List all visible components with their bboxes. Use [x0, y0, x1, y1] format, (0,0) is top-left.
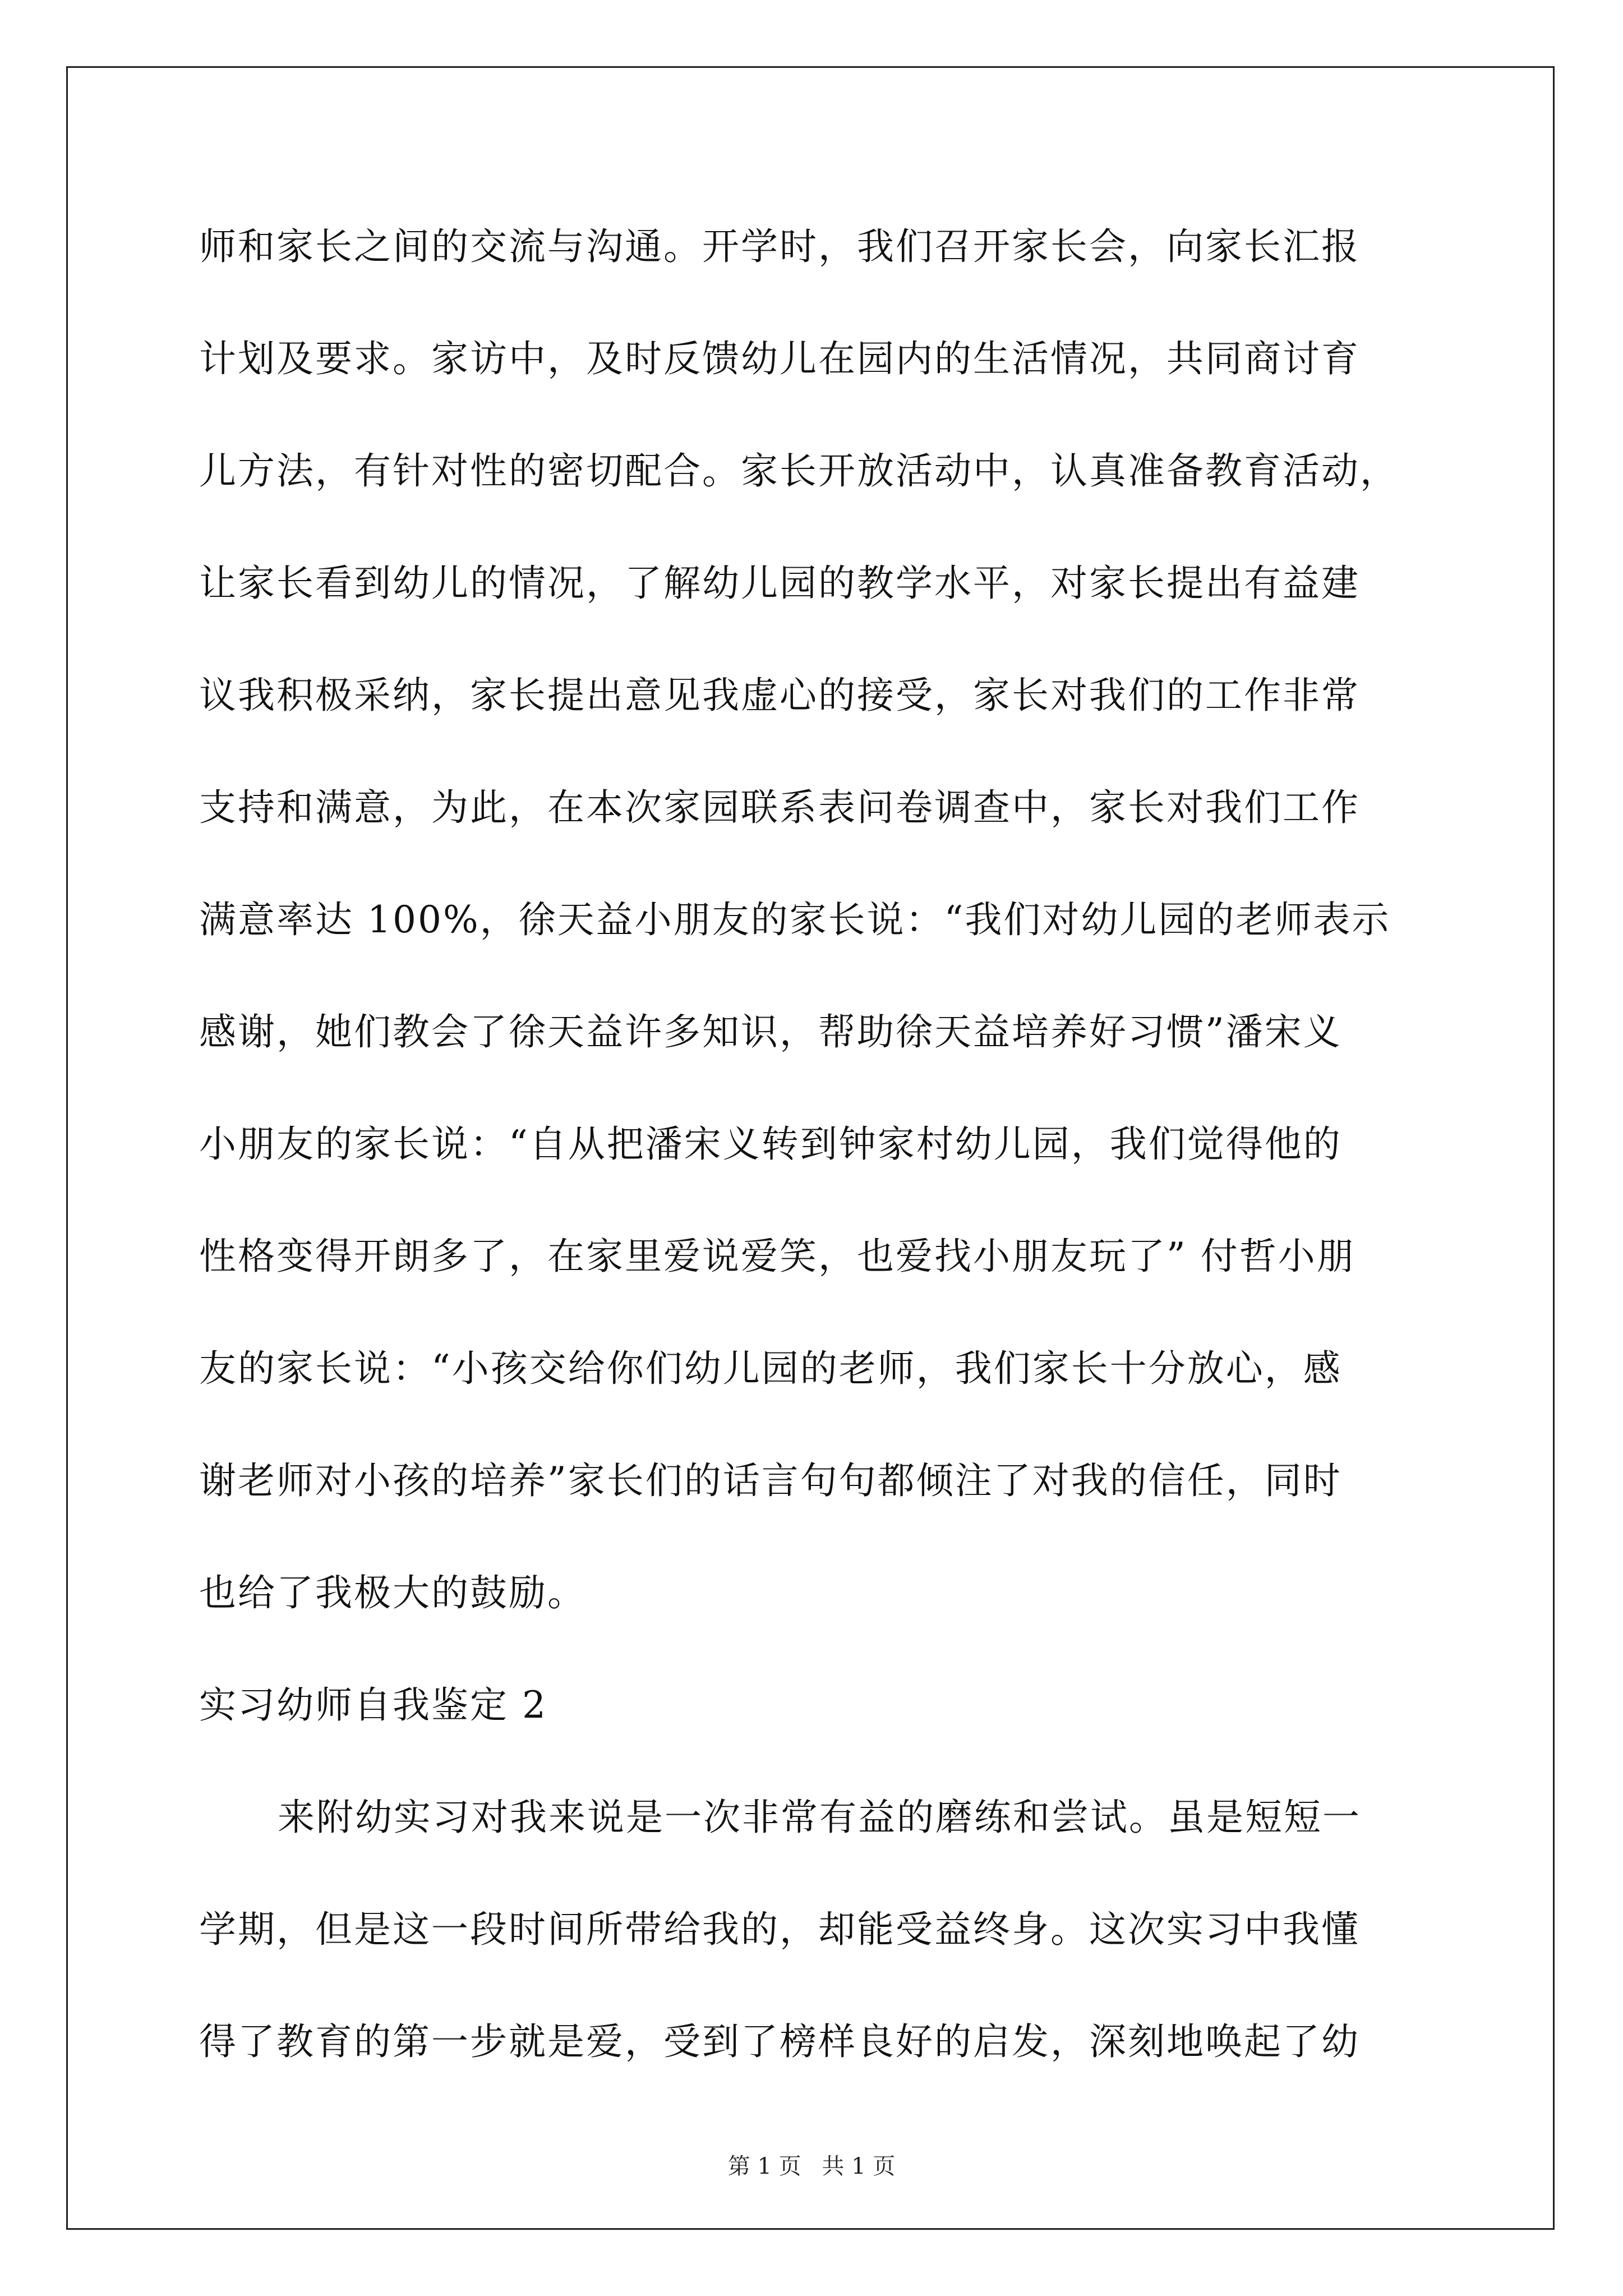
body-line: 学期，但是这一段时间所带给我的，却能受益终身。这次实习中我懂 [199, 1908, 1360, 1951]
body-line: 友的家长说：“小孩交给你们幼儿园的老师，我们家长十分放心，感 [199, 1347, 1342, 1390]
body-line: 也给了我极大的鼓励。 [199, 1571, 586, 1614]
body-line: 性格变得开朗多了，在家里爱说爱笑，也爱找小朋友玩了” 付哲小朋 [199, 1235, 1355, 1278]
page-footer [0, 2153, 1623, 2180]
body-line: 儿方法，有针对性的密切配合。家长开放活动中，认真准备教育活动， [199, 449, 1399, 493]
body-line: 支持和满意，为此，在本次家园联系表问卷调查中，家长对我们工作 [199, 786, 1360, 829]
body-line: 满意率达 100%，徐天益小朋友的家长说：“我们对幼儿园的老师表示 [199, 898, 1391, 941]
body-line: 小朋友的家长说：“自从把潘宋义转到钟家村幼儿园，我们觉得他的 [199, 1122, 1342, 1166]
body-line: 师和家长之间的交流与沟通。开学时，我们召开家长会，向家长汇报 [199, 225, 1360, 268]
body-line: 让家长看到幼儿的情况，了解幼儿园的教学水平，对家长提出有益建 [199, 562, 1360, 605]
body-line: 来附幼实习对我来说是一次非常有益的磨练和尝试。虽是短短一 [278, 1796, 1361, 1839]
body-line: 得了教育的第一步就是爱，受到了榜样良好的启发，深刻地唤起了幼 [199, 2020, 1360, 2063]
body-line: 感谢，她们教会了徐天益许多知识，帮助徐天益培养好习惯”潘宋义 [199, 1010, 1342, 1053]
body-line: 谢老师对小孩的培养”家长们的话言句句都倾注了对我的信任，同时 [199, 1459, 1342, 1502]
section-heading: 实习幼师自我鉴定 2 [199, 1683, 547, 1727]
page-total: 共 1 页 [822, 2154, 896, 2179]
body-line: 计划及要求。家访中，及时反馈幼儿在园内的生活情况，共同商讨育 [199, 337, 1360, 380]
body-line: 议我积极采纳，家长提出意见我虚心的接受，家长对我们的工作非常 [199, 674, 1360, 717]
page-number: 第 1 页 [727, 2154, 801, 2179]
